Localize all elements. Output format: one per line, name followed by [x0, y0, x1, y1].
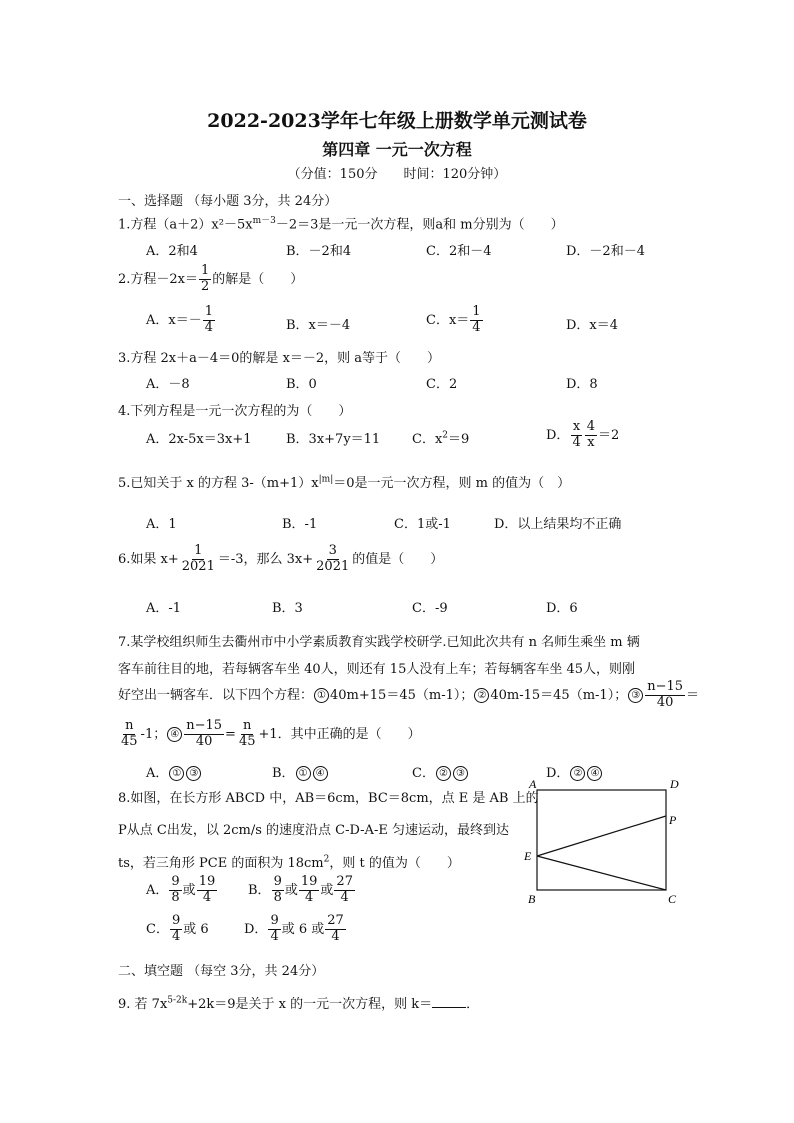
- q7-option-b: B． ① ④: [272, 762, 329, 781]
- rectangle-figure: [520, 772, 690, 912]
- chapter-title: 第四章 一元一次方程: [322, 140, 472, 159]
- q5-stem: 5.已知关于 x 的方程 $3-(m+1)x^{|m|}=0$是一元一次方程，则 m 的值为（ ）: [118, 474, 571, 491]
- rectangle-abcd: [537, 790, 666, 890]
- segment-ec: [537, 856, 666, 890]
- label-b: B: [528, 892, 536, 906]
- score-info: （分值：150分 时间：120分钟）: [287, 167, 507, 182]
- q5-option-b: B．-1: [282, 517, 318, 532]
- q8-line2: P从点 C出发，以 2cm/s 的速度沿点 C-D-A-E 匀速运动，最终到达: [118, 823, 509, 838]
- q2-option-c: C．x＝ $\frac{1}{4}$: [426, 304, 481, 335]
- label-d: D: [670, 777, 679, 791]
- q3-option-b: B．0: [286, 377, 317, 392]
- section2-heading: 二、填空题 （每空 3分，共 24分）: [118, 964, 325, 979]
- q7-option-d: D． ② ④: [546, 762, 603, 781]
- q7-line4: $\frac{n}{45}$ -1； ④ $\frac{n-15}{40}$ = $\frac{n}{45}$ +1．其中正确的是（ ）: [121, 718, 421, 749]
- q2-option-d: D．x＝4: [566, 318, 619, 333]
- q1-option-a: A．2和4: [146, 244, 198, 259]
- q7-option-a: A． ① ③: [146, 762, 202, 781]
- q6-stem: 6.如果 x+ $\frac{1}{2021}$ ＝-3，那么 3x+ $\frac{3}{2021}$ 的值是（ ）: [118, 543, 444, 574]
- q8-option-a: A． $\frac{9}{8}$ 或 $\frac{19}{4}$: [146, 874, 216, 905]
- q2-option-b: B．x＝－4: [286, 318, 351, 333]
- q2-stem: 2.方程－2x＝ $\frac{1}{2}$ 的解是（ ）: [118, 263, 304, 294]
- exam-title: 2022-2023学年七年级上册数学单元测试卷: [207, 110, 587, 132]
- q4-option-b: B．3x+7y＝11: [286, 432, 381, 447]
- q9-stem: 9. 若 $7x^{5-2k}+2k=9$是关于 x 的一元一次方程，则 k＝ ．: [118, 995, 480, 1012]
- q8-line3: ts，若三角形 PCE 的面积为 $18cm^2$，则 t 的值为（ ）: [118, 854, 460, 871]
- segment-ep: [537, 816, 666, 856]
- q1-option-c: C．2和－4: [426, 244, 492, 259]
- q8-option-d: D． $\frac{9}{4}$ 或 6 或 $\frac{27}{4}$: [244, 913, 344, 944]
- q7-line2: 客车前往目的地，若每辆客车坐 40人，则还有 15人没有上车；若每辆客车坐 45人，则刚: [118, 662, 636, 677]
- q8-option-c: C． $\frac{9}{4}$ 或 6: [146, 913, 209, 944]
- q5-option-c: C．1或-1: [394, 517, 451, 532]
- q6-option-a: A．-1: [146, 601, 182, 616]
- q8-option-b: B． $\frac{9}{8}$ 或 $\frac{19}{4}$ 或 $\frac{27}{4}$: [248, 874, 353, 905]
- q3-option-a: A．－8: [146, 377, 190, 392]
- label-e: E: [524, 849, 532, 863]
- q8-line1: 8.如图，在长方形 ABCD 中，AB＝6cm，BC＝8cm，点 E 是 AB 上的: [118, 791, 539, 806]
- q7-line1: 7.某学校组织师生去衢州市中小学素质教育实践学校研学.已知此次共有 n 名师生乘坐 m 辆: [118, 635, 640, 650]
- q5-option-d: D．以上结果均不正确: [494, 517, 622, 532]
- q7-option-c: C． ② ③: [412, 762, 469, 781]
- q2-fraction: $\frac{1}{2}$: [201, 263, 210, 294]
- section1-heading: 一、选择题 （每小题 3分，共 24分）: [118, 194, 338, 209]
- q4-option-c: C．$x^2=9$: [412, 430, 470, 447]
- q6-option-d: D．6: [546, 601, 578, 616]
- q4-option-d: D． $\frac{x}{4}$ $\frac{4}{x}$ ＝2: [546, 419, 620, 450]
- label-a: A: [529, 777, 537, 791]
- q4-option-a: A．2x-5x＝3x+1: [146, 432, 252, 447]
- q1-option-b: B．－2和4: [286, 244, 352, 259]
- q4-stem: 4.下列方程是一元一次方程的为（ ）: [118, 404, 352, 419]
- q2-option-a: A．x＝－ $\frac{1}{4}$: [146, 304, 214, 335]
- q3-option-c: C．2: [426, 377, 458, 392]
- q1-stem: 1.方程$(a+2)x^2-5x^{m-3}-2=3$是一元一次方程，则a和 m分别为（ ）: [118, 216, 564, 233]
- q3-stem: 3.方程 2x＋a－4＝0的解是 x＝－2，则 a等于（ ）: [118, 351, 441, 366]
- label-p: P: [669, 813, 677, 827]
- q9-answer-blank[interactable]: [432, 995, 466, 1008]
- q6-option-c: C．-9: [412, 601, 448, 616]
- q5-option-a: A．1: [146, 517, 177, 532]
- q6-option-b: B．3: [272, 601, 303, 616]
- q3-option-d: D．8: [566, 377, 598, 392]
- q1-option-d: D．－2和－4: [566, 244, 645, 259]
- q7-line3: 好空出一辆客车．以下四个方程： ① 40m+15＝45（m-1）； ② 40m-15＝45（m-1）； ③ $\frac{n-15}{40}$ ＝: [118, 679, 700, 710]
- label-c: C: [668, 892, 677, 906]
